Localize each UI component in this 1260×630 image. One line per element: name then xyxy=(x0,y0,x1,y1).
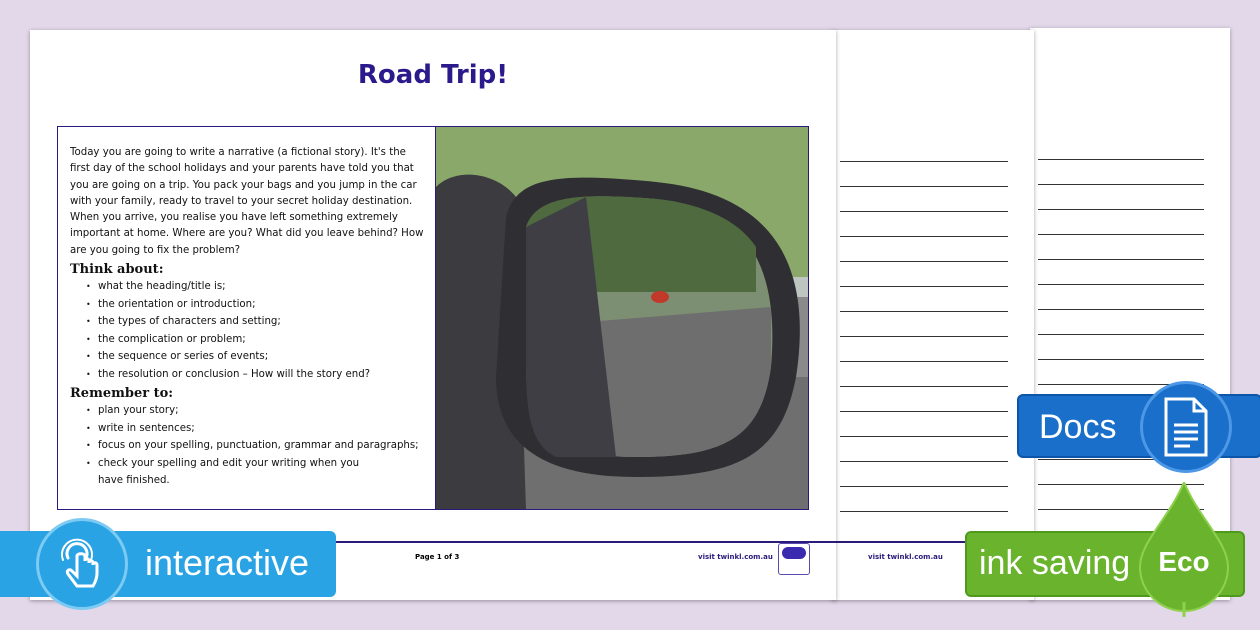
list-item: • the complication or problem; xyxy=(98,331,425,349)
footer-link[interactable]: visit twinkl.com.au xyxy=(698,553,773,561)
remember-list xyxy=(98,402,425,490)
worksheet-page-2 xyxy=(832,30,1034,600)
docs-label: Docs xyxy=(1039,408,1117,446)
list-item: • check your spelling and edit your writing when you have finished. xyxy=(98,455,425,490)
list-item: • the resolution or conclusion – How will the story end? xyxy=(98,366,425,384)
list-item: • the sequence or series of events; xyxy=(98,348,425,366)
page-number: Page 1 of 3 xyxy=(415,553,460,561)
instructions-box xyxy=(57,126,436,510)
worksheet-page-1 xyxy=(30,30,836,600)
list-item: • plan your story; xyxy=(98,402,425,420)
intro-text: Today you are going to write a narrative (a fictional story). It's the first day of the school holidays and your parents have told you that you are going on a trip. You pack your bags and you jump in the car with your family, ready to travel to your secret holiday destination. When you arrive, you realise you have left something extremely important at home. Where are you? What did you leave behind? How are you going to fix the problem? xyxy=(70,147,424,256)
list-item: • focus on your spelling, punctuation, grammar and paragraphs; xyxy=(98,437,425,455)
footer-link[interactable]: visit twinkl.com.au xyxy=(868,553,943,561)
twinkl-logo xyxy=(778,543,810,575)
ink-saving-label: ink saving xyxy=(979,544,1131,582)
remember-heading: Remember to: xyxy=(70,386,174,402)
think-heading: Think about: xyxy=(70,262,164,278)
list-item: • write in sentences; xyxy=(98,420,425,438)
eco-label: Eco xyxy=(1158,546,1210,577)
interactive-label: interactive xyxy=(145,542,310,583)
car-mirror-illustration xyxy=(435,126,809,510)
think-list xyxy=(98,278,425,383)
touch-hand-icon xyxy=(36,518,128,610)
list-item: • the types of characters and setting; xyxy=(98,313,425,331)
eco-leaf-icon xyxy=(1138,482,1230,617)
page-title: Road Trip! xyxy=(357,60,509,90)
list-item: • the orientation or introduction; xyxy=(98,296,425,314)
document-icon xyxy=(1140,381,1232,473)
list-item: • what the heading/title is; xyxy=(98,278,425,296)
writing-lines xyxy=(840,137,1008,512)
